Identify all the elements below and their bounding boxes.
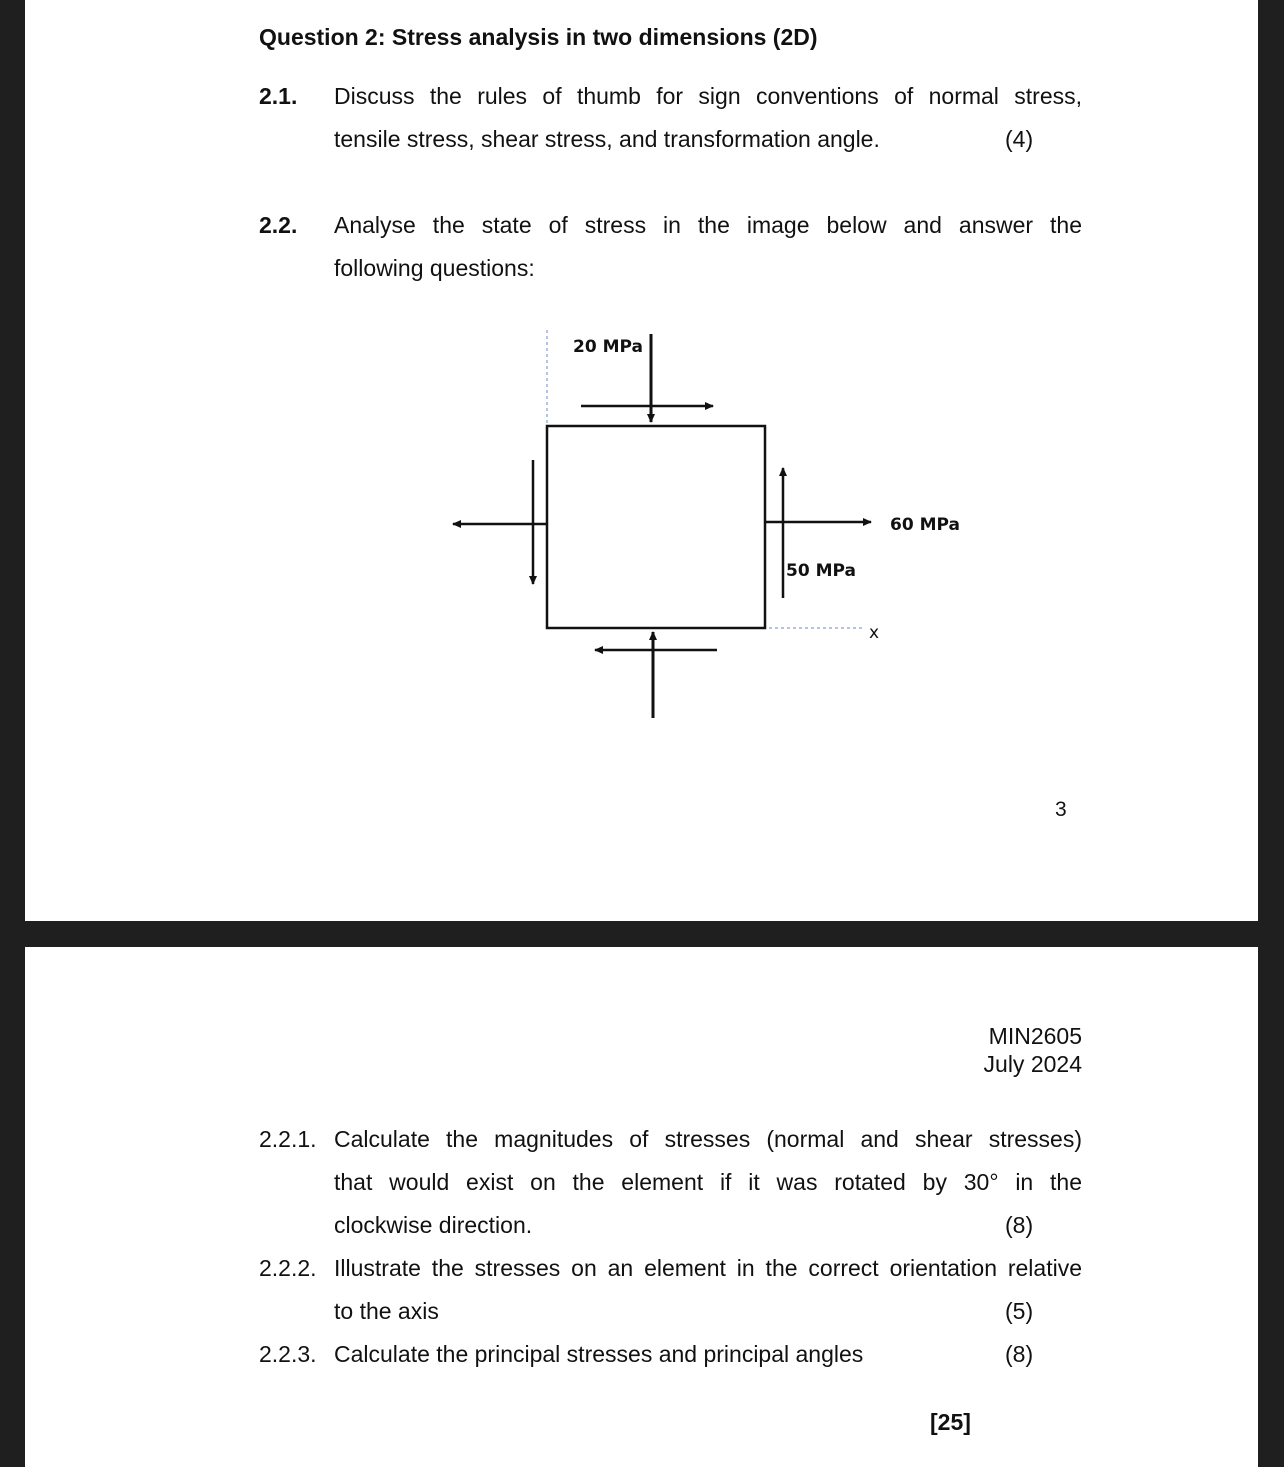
q221-marks: (8): [1005, 1212, 1034, 1238]
q21-line2: tensile stress, shear stress, and transformation angle.: [334, 126, 880, 152]
label-20-mpa: 20 MPa: [573, 337, 643, 357]
page-number: 3: [1055, 798, 1067, 821]
document-page-2: [25, 947, 1258, 1467]
label-60-mpa: 60 MPa: [890, 515, 960, 535]
q221-line2: that would exist on the element if it was rotated by 30° in the: [334, 1169, 1082, 1195]
label-50-mpa: 50 MPa: [786, 561, 856, 581]
q221-line1: Calculate the magnitudes of stresses (normal and shear stresses): [334, 1126, 1082, 1152]
q222-line2: to the axis: [334, 1298, 439, 1324]
q222-number: 2.2.2.: [259, 1255, 317, 1281]
header-course-code: MIN2605: [988, 1023, 1082, 1049]
q21-line1: Discuss the rules of thumb for sign conventions of normal stress,: [334, 83, 1082, 109]
q22-line1: Analyse the state of stress in the image below and answer the: [334, 212, 1082, 238]
stress-element-diagram: [25, 0, 1258, 921]
q221-line3: clockwise direction.: [334, 1212, 533, 1238]
total-marks: [25]: [930, 1409, 971, 1435]
question-title: Question 2: Stress analysis in two dimensions (2D): [259, 24, 818, 50]
q223-line1: Calculate the principal stresses and principal angles: [334, 1341, 864, 1367]
q22-line2: following questions:: [334, 255, 535, 281]
q21-number: 2.1.: [259, 83, 298, 109]
q222-line1: Illustrate the stresses on an element in the correct orientation relative: [334, 1255, 1082, 1281]
q221-number: 2.2.1.: [259, 1126, 317, 1152]
q222-marks: (5): [1005, 1298, 1034, 1324]
header-date: July 2024: [983, 1051, 1082, 1077]
q22-number: 2.2.: [259, 212, 298, 238]
label-x-axis: x: [869, 623, 880, 643]
q223-number: 2.2.3.: [259, 1341, 317, 1367]
stress-element-square: [547, 426, 765, 628]
document-page-1: [25, 0, 1258, 921]
q21-marks: (4): [1005, 126, 1034, 152]
q223-marks: (8): [1005, 1341, 1034, 1367]
